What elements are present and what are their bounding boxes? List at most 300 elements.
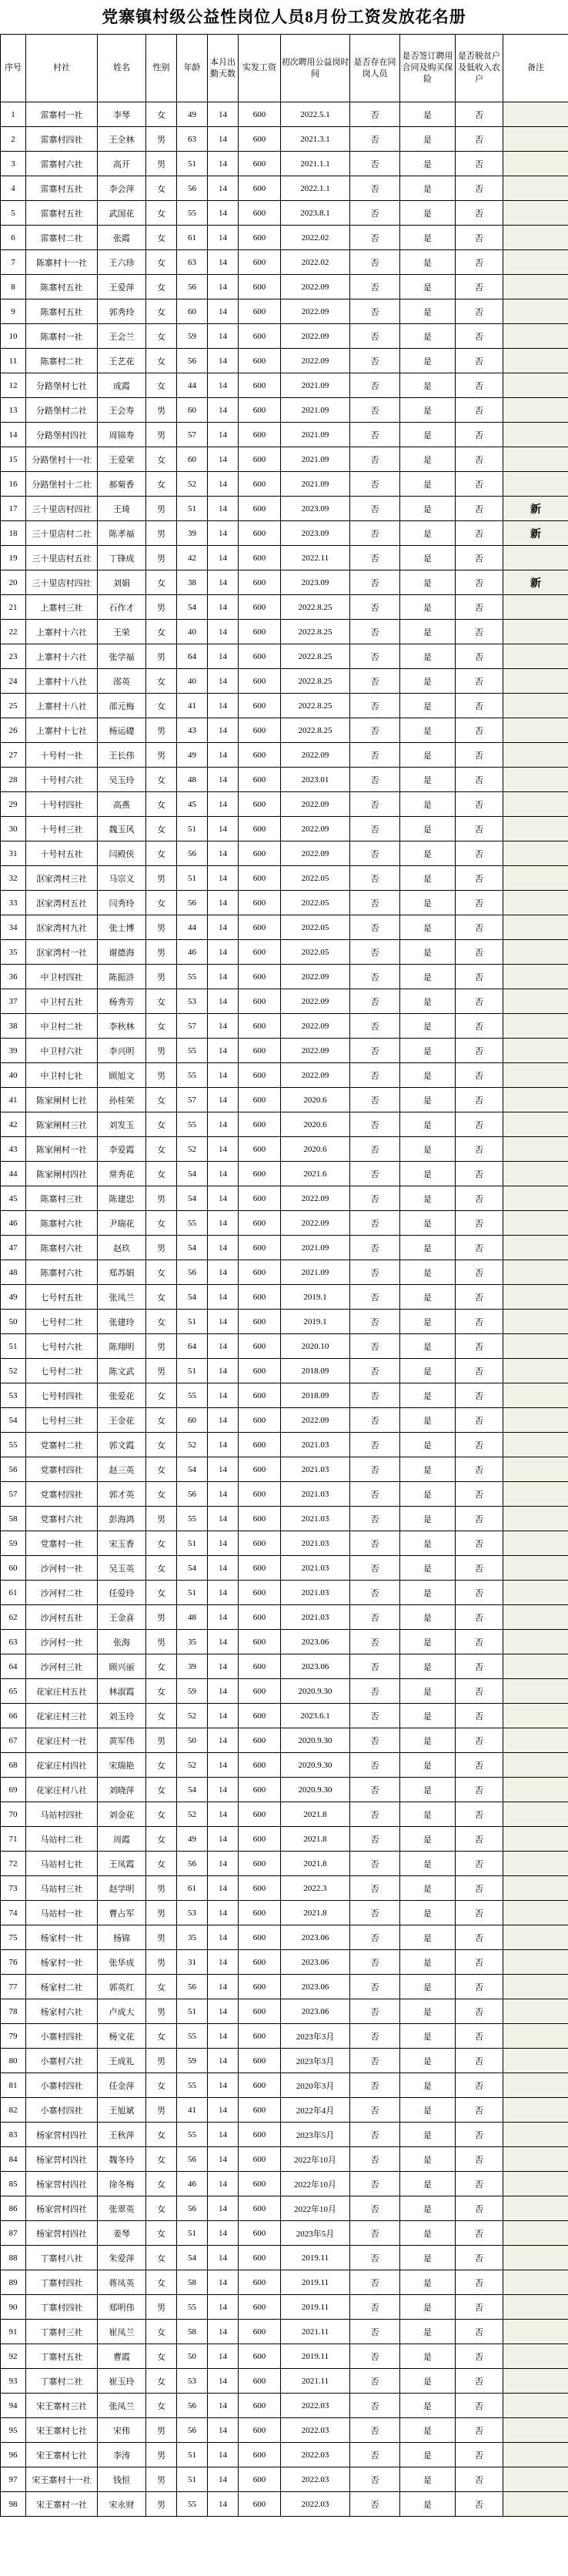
cell-contract: 是: [400, 2344, 456, 2369]
cell-gender: 女: [146, 669, 177, 694]
cell-same-post: 否: [350, 1014, 400, 1039]
cell-same-post: 否: [350, 2073, 400, 2098]
cell-age: 41: [177, 694, 208, 718]
cell-village: 马站村三社: [26, 1876, 98, 1901]
cell-age: 53: [177, 2369, 208, 2394]
table-header-row: [1, 35, 568, 102]
cell-salary: 600: [239, 915, 281, 940]
cell-gender: 女: [146, 2123, 177, 2147]
cell-remark: [503, 1236, 568, 1260]
cell-poverty: 否: [456, 324, 503, 349]
cell-name: 石作才: [98, 595, 146, 620]
table-row: [1, 965, 568, 989]
cell-index: 12: [1, 373, 26, 398]
cell-hire-date: 2022.02: [281, 250, 350, 275]
cell-gender: 男: [146, 866, 177, 891]
cell-attendance: 14: [208, 1925, 239, 1950]
table-row: [1, 127, 568, 152]
cell-contract: 是: [400, 497, 456, 521]
cell-village: 花家庄村三社: [26, 1704, 98, 1728]
cell-index: 82: [1, 2098, 26, 2123]
cell-gender: 女: [146, 1852, 177, 1876]
cell-salary: 600: [239, 965, 281, 989]
cell-name: 周锦寿: [98, 423, 146, 447]
cell-name: 郭秀玲: [98, 299, 146, 324]
cell-salary: 600: [239, 1014, 281, 1039]
cell-village: 分路堡村十二社: [26, 472, 98, 497]
cell-contract: 是: [400, 718, 456, 743]
cell-gender: 女: [146, 1778, 177, 1802]
cell-salary: 600: [239, 1802, 281, 1827]
cell-remark: [503, 127, 568, 152]
cell-village: 沙河村一社: [26, 1556, 98, 1581]
cell-poverty: 否: [456, 226, 503, 250]
cell-poverty: 否: [456, 1556, 503, 1581]
cell-remark: [503, 472, 568, 497]
cell-attendance: 14: [208, 398, 239, 423]
column-header-age: 年龄: [177, 35, 208, 102]
cell-same-post: 否: [350, 349, 400, 373]
cell-gender: 男: [146, 1334, 177, 1359]
cell-age: 61: [177, 1876, 208, 1901]
cell-gender: 女: [146, 1457, 177, 1482]
column-header-same-post: 是否存在同岗人员: [350, 35, 400, 102]
table-row: [1, 324, 568, 349]
table-row: [1, 2418, 568, 2443]
table-row: [1, 1408, 568, 1433]
cell-hire-date: 2022.05: [281, 866, 350, 891]
cell-hire-date: 2021.09: [281, 1236, 350, 1260]
cell-hire-date: 2021.3.1: [281, 127, 350, 152]
cell-hire-date: 2018.09: [281, 1383, 350, 1408]
cell-age: 56: [177, 1260, 208, 1285]
cell-gender: 女: [146, 2246, 177, 2270]
cell-village: 宋王寨村七社: [26, 2443, 98, 2467]
cell-age: 57: [177, 1088, 208, 1112]
cell-age: 51: [177, 2467, 208, 2492]
cell-age: 51: [177, 1310, 208, 1334]
cell-village: 分路堡村七社: [26, 373, 98, 398]
cell-contract: 是: [400, 1408, 456, 1433]
cell-poverty: 否: [456, 1753, 503, 1778]
cell-hire-date: 2022.8.25: [281, 718, 350, 743]
cell-hire-date: 2022.8.25: [281, 644, 350, 669]
cell-name: 曹霞: [98, 2344, 146, 2369]
cell-poverty: 否: [456, 1236, 503, 1260]
cell-same-post: 否: [350, 1507, 400, 1531]
cell-gender: 女: [146, 570, 177, 595]
cell-attendance: 14: [208, 1359, 239, 1383]
cell-salary: 600: [239, 472, 281, 497]
cell-index: 30: [1, 817, 26, 841]
cell-hire-date: 2023.06: [281, 1950, 350, 1975]
cell-village: 三十里店村四社: [26, 570, 98, 595]
table-row: [1, 2024, 568, 2049]
cell-same-post: 否: [350, 2246, 400, 2270]
cell-poverty: 否: [456, 2049, 503, 2073]
cell-attendance: 14: [208, 2246, 239, 2270]
cell-index: 7: [1, 250, 26, 275]
cell-gender: 女: [146, 817, 177, 841]
cell-index: 6: [1, 226, 26, 250]
cell-same-post: 否: [350, 1039, 400, 1063]
table-row: [1, 373, 568, 398]
cell-name: 魏玉风: [98, 817, 146, 841]
cell-attendance: 14: [208, 1827, 239, 1852]
cell-remark: [503, 1605, 568, 1630]
cell-salary: 600: [239, 497, 281, 521]
cell-same-post: 否: [350, 718, 400, 743]
cell-hire-date: 2022.09: [281, 743, 350, 768]
cell-name: 周霞: [98, 1827, 146, 1852]
table-row: [1, 841, 568, 866]
cell-contract: 是: [400, 1581, 456, 1605]
cell-contract: 是: [400, 2443, 456, 2467]
table-row: [1, 1063, 568, 1088]
cell-index: 33: [1, 891, 26, 915]
cell-index: 70: [1, 1802, 26, 1827]
cell-hire-date: 2021.1.1: [281, 152, 350, 176]
cell-same-post: 否: [350, 940, 400, 965]
cell-contract: 是: [400, 2123, 456, 2147]
cell-remark: [503, 1137, 568, 1162]
cell-attendance: 14: [208, 1802, 239, 1827]
cell-hire-date: 2023.09: [281, 497, 350, 521]
cell-salary: 600: [239, 1260, 281, 1285]
cell-gender: 女: [146, 349, 177, 373]
cell-gender: 男: [146, 2467, 177, 2492]
column-header-village: 村社: [26, 35, 98, 102]
cell-remark: [503, 644, 568, 669]
cell-age: 55: [177, 1383, 208, 1408]
cell-name: 杨秀芳: [98, 989, 146, 1014]
cell-age: 52: [177, 1753, 208, 1778]
cell-index: 28: [1, 768, 26, 792]
cell-contract: 是: [400, 1605, 456, 1630]
cell-name: 卢成大: [98, 1999, 146, 2024]
cell-village: 丁寨村四社: [26, 2270, 98, 2295]
cell-hire-date: 2023.06: [281, 1975, 350, 1999]
cell-age: 43: [177, 718, 208, 743]
cell-village: 沙河村二社: [26, 1581, 98, 1605]
table-row: [1, 891, 568, 915]
cell-same-post: 否: [350, 620, 400, 644]
cell-hire-date: 2022.09: [281, 1063, 350, 1088]
cell-village: 三十里店村五社: [26, 546, 98, 570]
table-row: [1, 1556, 568, 1581]
cell-contract: 是: [400, 1901, 456, 1925]
cell-hire-date: 2022.09: [281, 965, 350, 989]
cell-poverty: 否: [456, 2369, 503, 2394]
cell-village: 杨家营村四社: [26, 2147, 98, 2172]
cell-index: 89: [1, 2270, 26, 2295]
cell-name: 郝菊香: [98, 472, 146, 497]
cell-remark: [503, 940, 568, 965]
table-row: [1, 1162, 568, 1186]
cell-contract: 是: [400, 1334, 456, 1359]
cell-village: 陈寨村五社: [26, 299, 98, 324]
cell-same-post: 否: [350, 1408, 400, 1433]
cell-salary: 600: [239, 989, 281, 1014]
cell-name: 成霞: [98, 373, 146, 398]
cell-index: 68: [1, 1753, 26, 1778]
cell-remark: [503, 152, 568, 176]
cell-name: 郭才英: [98, 1482, 146, 1507]
cell-contract: 是: [400, 373, 456, 398]
cell-contract: 是: [400, 1433, 456, 1457]
cell-salary: 600: [239, 669, 281, 694]
cell-remark: [503, 2467, 568, 2492]
cell-poverty: 否: [456, 423, 503, 447]
cell-attendance: 14: [208, 1999, 239, 2024]
cell-attendance: 14: [208, 1778, 239, 1802]
cell-age: 55: [177, 2295, 208, 2320]
cell-salary: 600: [239, 2246, 281, 2270]
cell-gender: 男: [146, 915, 177, 940]
table-row: [1, 1482, 568, 1507]
cell-name: 顾兴丽: [98, 1654, 146, 1679]
cell-gender: 女: [146, 1285, 177, 1310]
cell-hire-date: 2022年10月: [281, 2172, 350, 2196]
cell-age: 55: [177, 2024, 208, 2049]
cell-name: 王爱萍: [98, 275, 146, 299]
cell-remark: [503, 1925, 568, 1950]
cell-remark: [503, 989, 568, 1014]
cell-remark: [503, 2418, 568, 2443]
cell-index: 56: [1, 1457, 26, 1482]
cell-poverty: 否: [456, 373, 503, 398]
cell-poverty: 否: [456, 1482, 503, 1507]
cell-age: 51: [177, 1359, 208, 1383]
cell-remark: [503, 1581, 568, 1605]
cell-remark: 新: [503, 521, 568, 546]
cell-poverty: 否: [456, 1975, 503, 1999]
cell-gender: 男: [146, 965, 177, 989]
cell-salary: 600: [239, 1162, 281, 1186]
cell-attendance: 14: [208, 2073, 239, 2098]
cell-index: 60: [1, 1556, 26, 1581]
cell-poverty: 否: [456, 1088, 503, 1112]
cell-name: 王琦: [98, 497, 146, 521]
cell-index: 98: [1, 2492, 26, 2517]
cell-remark: [503, 2172, 568, 2196]
cell-name: 张翠英: [98, 2196, 146, 2221]
cell-attendance: 14: [208, 1605, 239, 1630]
cell-remark: [503, 1975, 568, 1999]
cell-salary: 600: [239, 1186, 281, 1211]
table-row: [1, 915, 568, 940]
cell-index: 9: [1, 299, 26, 324]
cell-same-post: 否: [350, 595, 400, 620]
table-row: [1, 1531, 568, 1556]
cell-gender: 女: [146, 1260, 177, 1285]
cell-remark: [503, 620, 568, 644]
cell-remark: [503, 1679, 568, 1704]
cell-name: 王成礼: [98, 2049, 146, 2073]
cell-hire-date: 2022.05: [281, 940, 350, 965]
cell-remark: [503, 1901, 568, 1925]
cell-contract: 是: [400, 1679, 456, 1704]
cell-same-post: 否: [350, 1359, 400, 1383]
cell-hire-date: 2019.11: [281, 2295, 350, 2320]
table-row: [1, 226, 568, 250]
cell-index: 76: [1, 1950, 26, 1975]
cell-remark: [503, 2196, 568, 2221]
cell-gender: 女: [146, 2270, 177, 2295]
cell-hire-date: 2023年3月: [281, 2024, 350, 2049]
cell-village: 沙河村五社: [26, 1605, 98, 1630]
cell-name: 高开: [98, 152, 146, 176]
table-row: [1, 398, 568, 423]
cell-poverty: 否: [456, 768, 503, 792]
cell-attendance: 14: [208, 2024, 239, 2049]
cell-village: 十号村五社: [26, 841, 98, 866]
cell-contract: 是: [400, 2246, 456, 2270]
cell-salary: 600: [239, 2369, 281, 2394]
cell-hire-date: 2021.11: [281, 2320, 350, 2344]
cell-salary: 600: [239, 1039, 281, 1063]
cell-poverty: 否: [456, 1852, 503, 1876]
cell-same-post: 否: [350, 1950, 400, 1975]
cell-remark: 新: [503, 570, 568, 595]
cell-salary: 600: [239, 1359, 281, 1383]
cell-age: 64: [177, 1334, 208, 1359]
cell-index: 80: [1, 2049, 26, 2073]
cell-same-post: 否: [350, 2172, 400, 2196]
cell-hire-date: 2023年3月: [281, 2049, 350, 2073]
cell-gender: 男: [146, 2418, 177, 2443]
cell-gender: 女: [146, 250, 177, 275]
table-row: [1, 472, 568, 497]
cell-contract: 是: [400, 2270, 456, 2295]
cell-gender: 女: [146, 2369, 177, 2394]
cell-attendance: 14: [208, 201, 239, 226]
cell-poverty: 否: [456, 299, 503, 324]
cell-age: 55: [177, 1507, 208, 1531]
cell-gender: 男: [146, 2492, 177, 2517]
cell-gender: 男: [146, 1507, 177, 1531]
cell-hire-date: 2019.11: [281, 2344, 350, 2369]
table-row: [1, 1383, 568, 1408]
cell-poverty: 否: [456, 2492, 503, 2517]
cell-same-post: 否: [350, 176, 400, 201]
cell-poverty: 否: [456, 2147, 503, 2172]
cell-contract: 是: [400, 1359, 456, 1383]
cell-contract: 是: [400, 1186, 456, 1211]
table-row: [1, 1039, 568, 1063]
cell-contract: 是: [400, 1704, 456, 1728]
cell-index: 49: [1, 1285, 26, 1310]
cell-poverty: 否: [456, 127, 503, 152]
cell-same-post: 否: [350, 1334, 400, 1359]
cell-contract: 是: [400, 201, 456, 226]
cell-same-post: 否: [350, 1852, 400, 1876]
cell-age: 49: [177, 102, 208, 127]
cell-remark: [503, 1507, 568, 1531]
cell-salary: 600: [239, 1507, 281, 1531]
cell-remark: [503, 1433, 568, 1457]
cell-attendance: 14: [208, 644, 239, 669]
cell-salary: 600: [239, 2344, 281, 2369]
cell-age: 59: [177, 324, 208, 349]
cell-hire-date: 2023.06: [281, 1630, 350, 1654]
cell-poverty: 否: [456, 620, 503, 644]
cell-salary: 600: [239, 2295, 281, 2320]
table-row: [1, 1359, 568, 1383]
table-row: [1, 546, 568, 570]
cell-poverty: 否: [456, 1260, 503, 1285]
table-row: [1, 2123, 568, 2147]
cell-gender: 女: [146, 447, 177, 472]
cell-hire-date: 2019.1: [281, 1285, 350, 1310]
cell-index: 14: [1, 423, 26, 447]
cell-contract: 是: [400, 2394, 456, 2418]
cell-gender: 女: [146, 1531, 177, 1556]
cell-remark: [503, 1852, 568, 1876]
cell-village: 七号村五社: [26, 1285, 98, 1310]
cell-poverty: 否: [456, 176, 503, 201]
cell-same-post: 否: [350, 299, 400, 324]
cell-contract: 是: [400, 1236, 456, 1260]
cell-hire-date: 2022.8.25: [281, 694, 350, 718]
table-row: [1, 1901, 568, 1925]
cell-index: 3: [1, 152, 26, 176]
cell-name: 刘发玉: [98, 1112, 146, 1137]
cell-same-post: 否: [350, 644, 400, 669]
cell-remark: [503, 1186, 568, 1211]
cell-contract: 是: [400, 1876, 456, 1901]
cell-name: 宋瑞艳: [98, 1753, 146, 1778]
cell-gender: 女: [146, 694, 177, 718]
cell-gender: 女: [146, 1581, 177, 1605]
cell-same-post: 否: [350, 1482, 400, 1507]
cell-remark: [503, 2221, 568, 2246]
cell-same-post: 否: [350, 546, 400, 570]
cell-attendance: 14: [208, 2492, 239, 2517]
cell-hire-date: 2020.9.30: [281, 1778, 350, 1802]
cell-attendance: 14: [208, 2098, 239, 2123]
cell-index: 35: [1, 940, 26, 965]
cell-remark: [503, 324, 568, 349]
cell-hire-date: 2022.05: [281, 915, 350, 940]
cell-village: 上寨村十八社: [26, 669, 98, 694]
cell-name: 李爱霞: [98, 1137, 146, 1162]
cell-age: 51: [177, 152, 208, 176]
cell-poverty: 否: [456, 349, 503, 373]
cell-poverty: 否: [456, 1383, 503, 1408]
cell-name: 陈翔明: [98, 1334, 146, 1359]
cell-contract: 是: [400, 915, 456, 940]
cell-age: 39: [177, 521, 208, 546]
cell-name: 任金萍: [98, 2073, 146, 2098]
cell-age: 35: [177, 1630, 208, 1654]
cell-poverty: 否: [456, 1778, 503, 1802]
cell-attendance: 14: [208, 620, 239, 644]
cell-gender: 男: [146, 1186, 177, 1211]
cell-salary: 600: [239, 1433, 281, 1457]
cell-age: 48: [177, 1605, 208, 1630]
cell-same-post: 否: [350, 866, 400, 891]
cell-poverty: 否: [456, 817, 503, 841]
cell-poverty: 否: [456, 669, 503, 694]
cell-attendance: 14: [208, 472, 239, 497]
cell-index: 72: [1, 1852, 26, 1876]
cell-hire-date: 2022.8.25: [281, 620, 350, 644]
cell-village: 马站村二社: [26, 1827, 98, 1852]
cell-age: 52: [177, 1704, 208, 1728]
cell-village: 雷寨村二社: [26, 226, 98, 250]
cell-contract: 是: [400, 1802, 456, 1827]
